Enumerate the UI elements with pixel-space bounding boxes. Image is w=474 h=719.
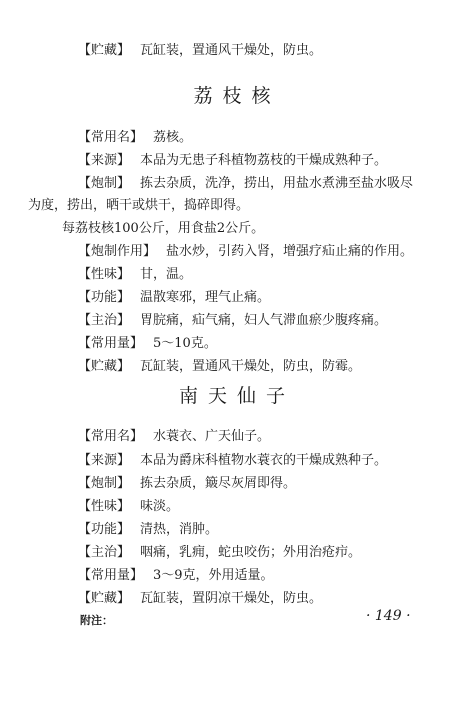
entry-text: 瓦缸装，置通风干燥处，防虫。	[140, 43, 323, 58]
indication-line	[78, 312, 387, 330]
page-number: · 149 ·	[366, 608, 411, 624]
entry-text: 每荔枝核100公斤，用食盐2公斤。	[62, 221, 265, 236]
entry-label: 【功能】	[78, 522, 131, 537]
storage-line	[78, 590, 322, 608]
source-line	[78, 452, 387, 470]
storage-line	[78, 358, 361, 376]
entry-text: 温散寒邪，理气止痛。	[140, 290, 271, 305]
common-name-line	[78, 428, 270, 446]
entry-text: 荔核。	[153, 130, 193, 145]
entry-label: 【常用名】	[78, 429, 144, 444]
entry-text: 水蓑衣、广天仙子。	[153, 429, 271, 444]
entry-text: 3～9克，外用适量。	[153, 568, 274, 583]
note-label: 附注：	[80, 614, 113, 627]
entry-text: 咽痛，乳痈，蛇虫咬伤；外用治疮疖。	[140, 545, 362, 560]
indication-line	[78, 544, 361, 562]
entry-label: 【来源】	[78, 153, 131, 168]
entry-text: 5～10克。	[153, 336, 217, 351]
source-line	[78, 152, 387, 170]
section-title-lizhihe: 荔枝核	[193, 85, 281, 107]
entry-text: 味淡。	[140, 499, 180, 514]
entry-text: 甘，温。	[140, 267, 193, 282]
nature-line	[78, 266, 192, 284]
entry-text: 清热，消肿。	[140, 522, 219, 537]
common-name-line	[78, 129, 192, 147]
entry-label: 【主治】	[78, 313, 131, 328]
entry-label: 【炮制作用】	[78, 244, 157, 259]
entry-text: 瓦缸装，置阴凉干燥处，防虫。	[140, 591, 323, 606]
entry-text: 拣去杂质，洗净，捞出，用盐水煮沸至盐水吸尽	[140, 176, 414, 191]
dosage-line	[78, 335, 217, 353]
function-line	[78, 521, 218, 539]
entry-label: 【常用名】	[78, 130, 144, 145]
entry-text: 胃脘痛，疝气痛，妇人气滞血瘀少腹疼痛。	[140, 313, 388, 328]
entry-label: 【性味】	[78, 499, 131, 514]
ratio-line	[62, 220, 264, 238]
entry-label: 【常用量】	[78, 568, 144, 583]
entry-label: 【主治】	[78, 545, 131, 560]
entry-label: 【功能】	[78, 290, 131, 305]
entry-label: 【贮藏】	[78, 359, 131, 374]
processing-line	[78, 475, 296, 493]
entry-label: 【常用量】	[78, 336, 144, 351]
entry-label: 【来源】	[78, 453, 131, 468]
entry-text: 为度，捞出，晒干或烘干，捣碎即得。	[28, 198, 250, 213]
section-title-nantianxianzi: 南天仙子	[178, 385, 295, 407]
entry-label: 【贮藏】	[78, 591, 131, 606]
entry-text: 瓦缸装，置通风干燥处，防虫，防霉。	[140, 359, 362, 374]
entry-label: 【炮制】	[78, 476, 131, 491]
function-line	[78, 289, 270, 307]
entry-text: 本品为爵床科植物水蓑衣的干燥成熟种子。	[140, 453, 388, 468]
entry-label: 【炮制】	[78, 176, 131, 191]
entry-text: 拣去杂质，簸尽灰屑即得。	[140, 476, 297, 491]
processing-line	[78, 175, 413, 193]
entry-text: 本品为无患子科植物荔枝的干燥成熟种子。	[140, 153, 388, 168]
processing-continuation	[28, 197, 249, 215]
dosage-line	[78, 567, 274, 585]
storage-line	[78, 42, 322, 60]
entry-label: 【贮藏】	[78, 43, 131, 58]
nature-line	[78, 498, 179, 516]
processing-effect-line	[78, 243, 413, 261]
entry-text: 盐水炒，引药入肾，增强疗疝止痛的作用。	[166, 244, 414, 259]
entry-label: 【性味】	[78, 267, 131, 282]
